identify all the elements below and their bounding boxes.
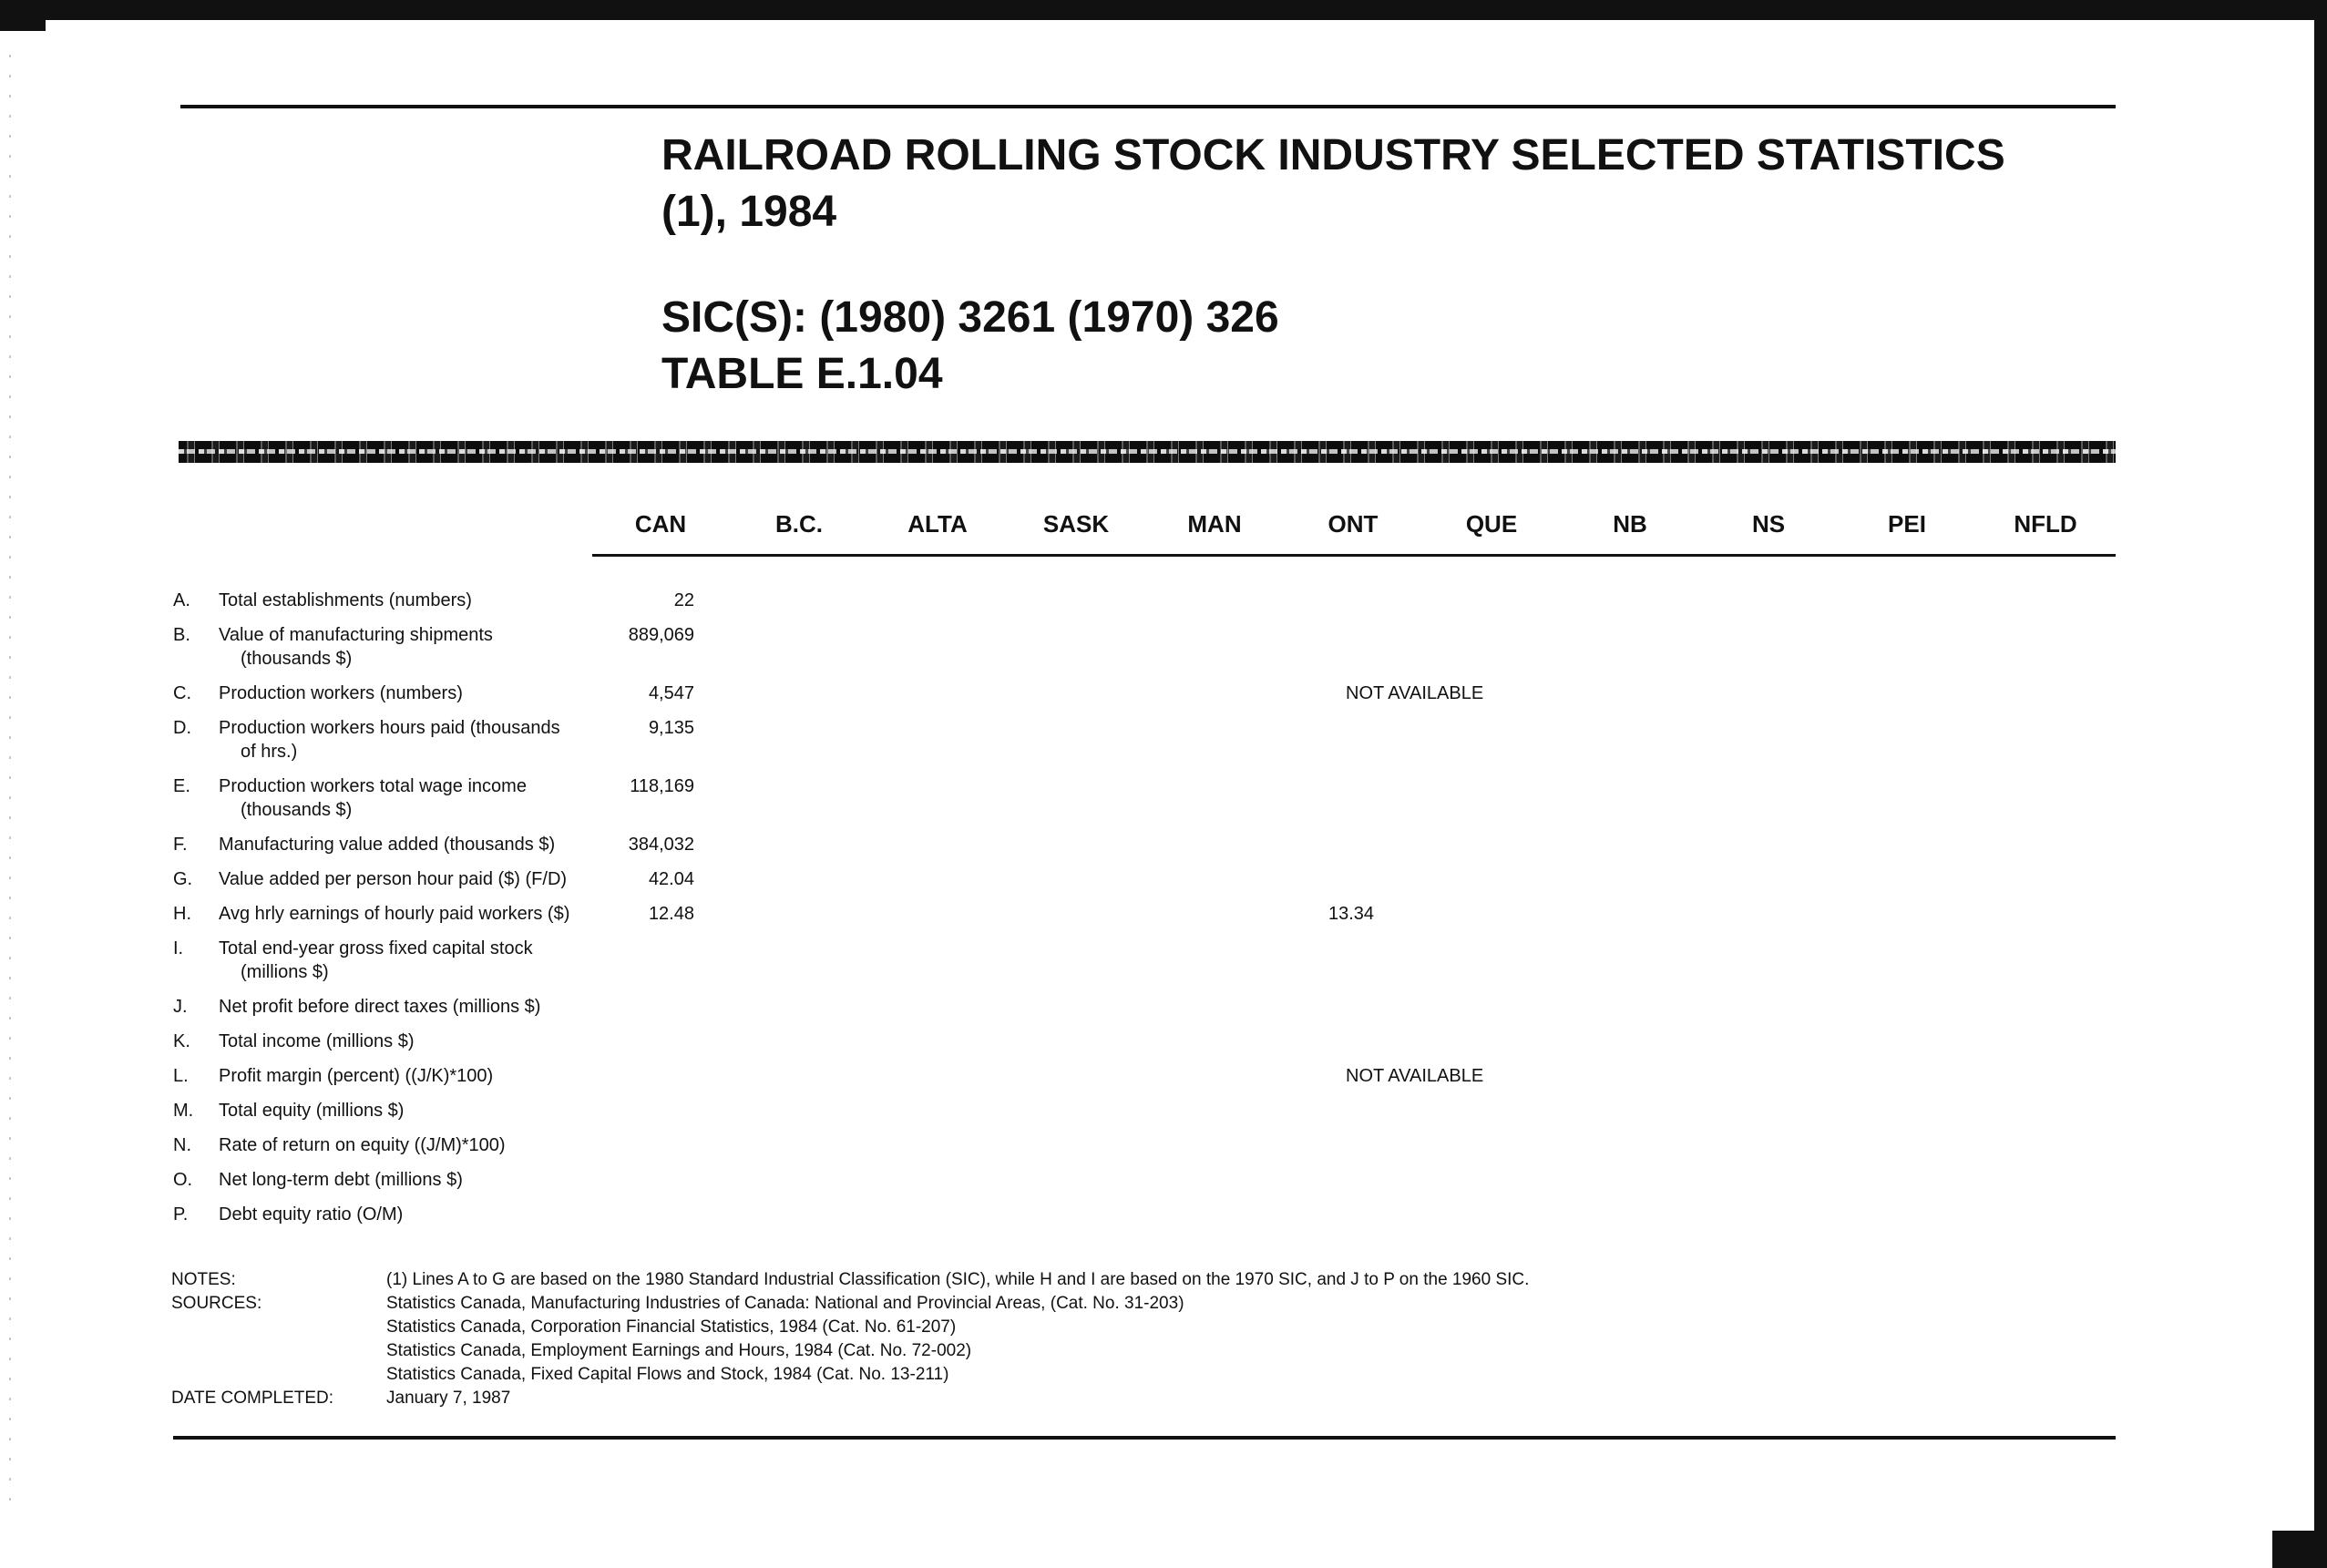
row-letter: M.	[173, 1101, 194, 1121]
can-value: 12.48	[648, 904, 694, 924]
row-letter: A.	[173, 590, 190, 610]
column-header-ont: ONT	[1328, 510, 1379, 538]
not-available-label: NOT AVAILABLE	[1346, 683, 1484, 703]
row-letter: P.	[173, 1204, 189, 1225]
notes-text: (1) Lines A to G are based on the 1980 Standard Industrial Classification (SIC), while H and I are based on the 1970 SIC, and J to P on the 1960 SIC.	[386, 1270, 1530, 1289]
row-label: Total income (millions $)	[219, 1031, 415, 1051]
source-item: Statistics Canada, Fixed Capital Flows and Stock, 1984 (Cat. No. 13-211)	[386, 1365, 949, 1384]
ont-value: 13.34	[1328, 904, 1375, 924]
binding-holes	[9, 55, 11, 1512]
corner-mark	[0, 20, 46, 31]
source-item: Statistics Canada, Employment Earnings and Hours, 1984 (Cat. No. 72-002)	[386, 1341, 972, 1360]
row-letter: L.	[173, 1066, 189, 1086]
page-title-line2: (1), 1984	[661, 188, 837, 236]
sic-codes: SIC(S): (1980) 3261 (1970) 326	[661, 293, 1279, 342]
bottom-rule	[173, 1436, 2116, 1440]
column-header-rule	[592, 554, 2116, 557]
row-label: Total end-year gross fixed capital stock (millions $)	[219, 938, 533, 982]
row-letter: I.	[173, 938, 184, 958]
scan-corner	[2272, 1531, 2327, 1568]
header-band	[179, 441, 2116, 463]
source-item: Statistics Canada, Manufacturing Industries of Canada: National and Provincial Areas, (Cat. No. 31-203)	[386, 1294, 1184, 1313]
column-header-man: MAN	[1187, 510, 1242, 538]
row-label: Total establishments (numbers)	[219, 590, 472, 610]
row-label: Total equity (millions $)	[219, 1101, 405, 1121]
scan-edge-top	[0, 0, 2327, 20]
top-rule	[180, 105, 2116, 108]
can-value: 9,135	[648, 718, 694, 738]
row-label: Value added per person hour paid ($) (F/D)	[219, 869, 568, 889]
column-header-alta: ALTA	[907, 510, 968, 538]
row-label: Profit margin (percent) ((J/K)*100)	[219, 1066, 494, 1086]
row-letter: C.	[173, 683, 191, 703]
row-letter: B.	[173, 625, 190, 645]
column-header-sask: SASK	[1042, 510, 1110, 538]
row-letter: O.	[173, 1170, 193, 1190]
table-number: TABLE E.1.04	[661, 350, 943, 398]
row-label: Rate of return on equity ((J/M)*100)	[219, 1135, 506, 1155]
date-completed: January 7, 1987	[386, 1389, 511, 1408]
not-available-label: NOT AVAILABLE	[1346, 1066, 1484, 1086]
column-header-can: CAN	[634, 510, 687, 538]
row-label: Production workers (numbers)	[219, 683, 463, 703]
date-completed-label: DATE COMPLETED:	[171, 1389, 334, 1408]
row-letter: N.	[173, 1135, 191, 1155]
row-letter: G.	[173, 869, 193, 889]
can-value: 4,547	[648, 683, 694, 703]
notes-label: NOTES:	[171, 1270, 236, 1289]
can-value: 42.04	[648, 869, 694, 889]
column-header-nb: NB	[1613, 510, 1647, 538]
can-value: 118,169	[630, 776, 694, 796]
row-letter: K.	[173, 1031, 190, 1051]
column-header-nfld: NFLD	[2014, 510, 2077, 538]
column-header-que: QUE	[1465, 510, 1518, 538]
row-label: Production workers hours paid (thousands of hrs.)	[219, 718, 560, 762]
row-label: Avg hrly earnings of hourly paid workers ($)	[219, 904, 570, 924]
row-label: Net profit before direct taxes (millions $)	[219, 997, 541, 1017]
row-label: Manufacturing value added (thousands $)	[219, 835, 556, 855]
row-label: Production workers total wage income (thousands $)	[219, 776, 527, 820]
scan-edge-right	[2314, 0, 2327, 1568]
sources-label: SOURCES:	[171, 1294, 262, 1313]
row-label: Net long-term debt (millions $)	[219, 1170, 463, 1190]
column-header-bc: B.C.	[775, 510, 823, 538]
can-value: 22	[673, 590, 694, 610]
page-title: RAILROAD ROLLING STOCK INDUSTRY SELECTED STATISTICS	[661, 131, 2005, 179]
can-value: 384,032	[628, 835, 694, 855]
can-value: 889,069	[628, 625, 694, 645]
row-label: Value of manufacturing shipments (thousands $)	[219, 625, 493, 669]
source-item: Statistics Canada, Corporation Financial Statistics, 1984 (Cat. No. 61-207)	[386, 1317, 957, 1337]
row-letter: F.	[173, 835, 188, 855]
row-letter: E.	[173, 776, 190, 796]
row-letter: H.	[173, 904, 191, 924]
column-header-pei: PEI	[1888, 510, 1926, 538]
row-letter: J.	[173, 997, 188, 1017]
row-letter: D.	[173, 718, 191, 738]
column-header-ns: NS	[1751, 510, 1786, 538]
row-label: Debt equity ratio (O/M)	[219, 1204, 404, 1225]
